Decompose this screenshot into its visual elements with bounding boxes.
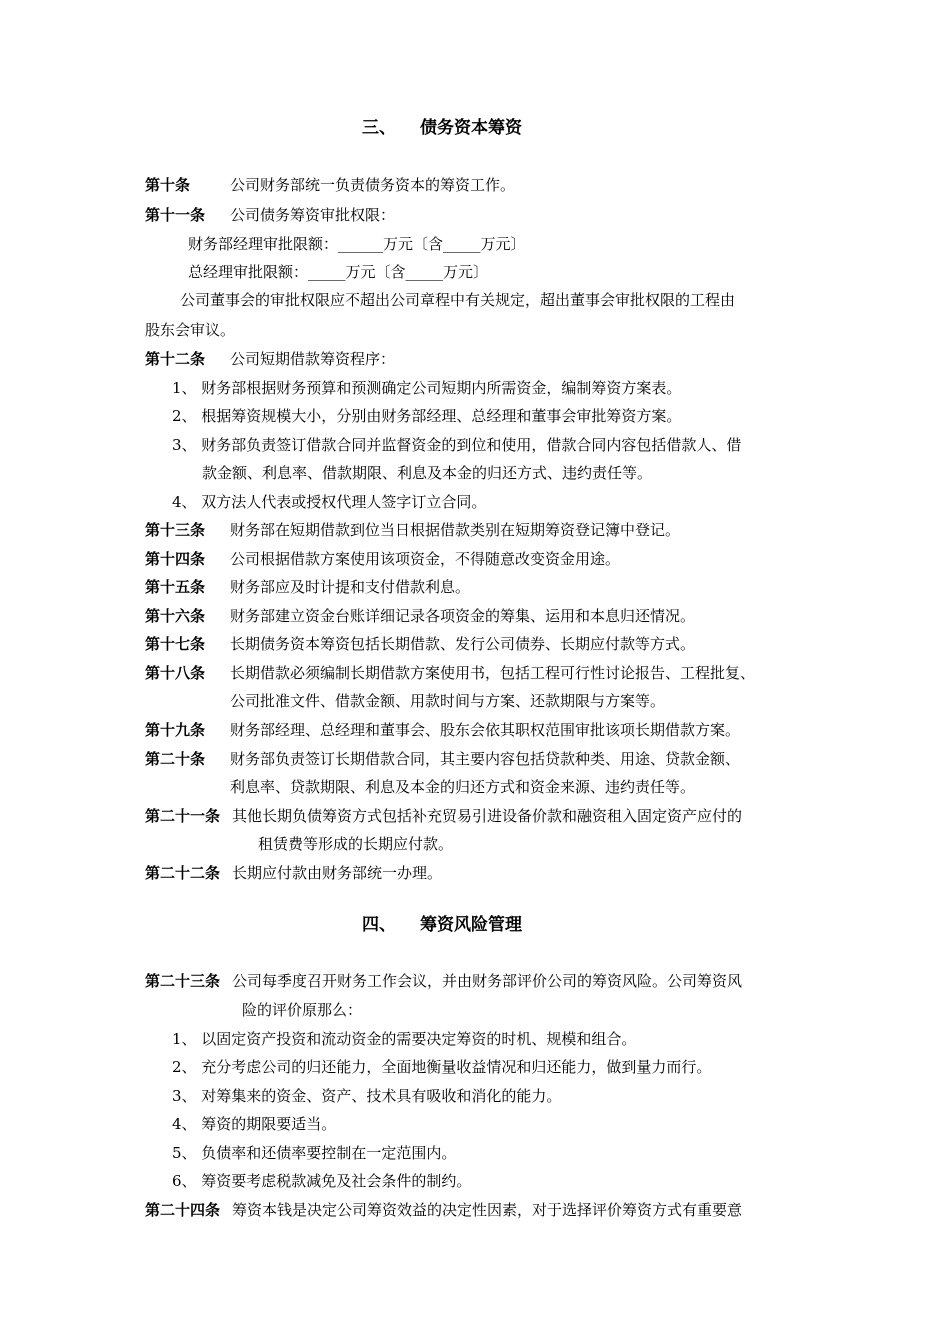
article-text: 财务部建立资金台账详细记录各项资金的筹集、运用和本息归还情况。 xyxy=(230,607,696,625)
list-item-text: 6、 筹资要考虑税款减免及社会条件的制约。 xyxy=(172,1172,472,1190)
article-text: 公司批准文件、借款金额、用款时间与方案、还款期限与方案等。 xyxy=(230,692,666,710)
article-text: 财务部负责签订长期借款合同，其主要内容包括贷款种类、用途、贷款金额、 xyxy=(230,750,741,768)
article-label: 第二十条 xyxy=(145,750,206,768)
article-text: 公司每季度召开财务工作会议，并由财务部评价公司的筹资风险。公司筹资风 xyxy=(232,972,743,990)
article-text: 利息率、贷款期限、利息及本金的归还方式和资金来源、违约责任等。 xyxy=(230,778,696,796)
article-label: 第二十三条 xyxy=(145,972,221,990)
section-title: 筹资风险管理 xyxy=(420,915,522,935)
article-text: 租赁费等形成的长期应付款。 xyxy=(258,835,454,853)
limit-text: 财务部经理审批限额：______万元〔含_____万元〕 xyxy=(188,235,526,253)
article-label: 第十六条 xyxy=(145,607,206,625)
list-item-text: 1、 以固定资产投资和流动资金的需要决定筹资的时机、规模和组合。 xyxy=(172,1030,637,1048)
article-label: 第十九条 xyxy=(145,721,206,739)
list-item-text: 2、 充分考虑公司的归还能力，全面地衡量收益情况和归还能力，做到量力而行。 xyxy=(172,1058,712,1076)
article-label: 第二十二条 xyxy=(145,864,221,882)
section-heading-3 xyxy=(362,117,522,139)
article-label: 第十一条 xyxy=(145,206,206,224)
section-title: 债务资本筹资 xyxy=(420,118,522,138)
article-label: 第十二条 xyxy=(145,350,206,368)
article-label: 第二十一条 xyxy=(145,807,221,825)
paragraph-text: 股东会审议。 xyxy=(145,321,236,339)
article-label: 第十四条 xyxy=(145,550,206,568)
article-text: 长期应付款由财务部统一办理。 xyxy=(232,864,443,882)
list-item-text: 4、 筹资的期限要适当。 xyxy=(172,1115,337,1133)
list-item-text: 1、 财务部根据财务预算和预测确定公司短期内所需资金，编制筹资方案表。 xyxy=(172,379,682,397)
list-item-text: 款金额、利息率、借款期限、利息及本金的归还方式、违约责任等。 xyxy=(202,464,653,482)
paragraph-text: 公司董事会的审批权限应不超出公司章程中有关规定，超出董事会审批权限的工程由 xyxy=(180,291,736,309)
article-label: 第十三条 xyxy=(145,521,206,539)
article-text: 长期借款必须编制长期借款方案使用书，包括工程可行性讨论报告、工程批复、 xyxy=(230,664,756,682)
list-item-text: 5、 负债率和还债率要控制在一定范围内。 xyxy=(172,1144,457,1162)
section-number: 四、 xyxy=(362,915,396,935)
article-text: 财务部经理、总经理和董事会、股东会依其职权范围审批该项长期借款方案。 xyxy=(230,721,741,739)
article-label: 第十五条 xyxy=(145,578,206,596)
article-text: 筹资本钱是决定公司筹资效益的决定性因素，对于选择评价筹资方式有重要意 xyxy=(232,1201,743,1219)
article-label: 第十八条 xyxy=(145,664,206,682)
list-item-text: 3、 财务部负责签订借款合同并监督资金的到位和使用，借款合同内容包括借款人、借 xyxy=(172,436,742,454)
list-item-text: 2、 根据筹资规模大小，分别由财务部经理、总经理和董事会审批筹资方案。 xyxy=(172,407,682,425)
article-text: 长期债务资本筹资包括长期借款、发行公司债券、长期应付款等方式。 xyxy=(230,635,696,653)
limit-text: 总经理审批限额：_____万元〔含_____万元〕 xyxy=(188,263,489,281)
article-text: 险的评价原那么： xyxy=(242,1001,363,1019)
article-label: 第二十四条 xyxy=(145,1201,221,1219)
section-heading-4 xyxy=(362,914,522,936)
article-text: 公司财务部统一负责债务资本的筹资工作。 xyxy=(230,176,516,194)
article-label: 第十条 xyxy=(145,176,191,194)
article-label: 第十七条 xyxy=(145,635,206,653)
article-text: 财务部在短期借款到位当日根据借款类别在短期筹资登记簿中登记。 xyxy=(230,521,681,539)
section-number: 三、 xyxy=(362,118,396,138)
article-text: 公司根据借款方案使用该项资金，不得随意改变资金用途。 xyxy=(230,550,621,568)
list-item-text: 3、 对筹集来的资金、资产、技术具有吸收和消化的能力。 xyxy=(172,1087,562,1105)
list-item-text: 4、 双方法人代表或授权代理人签字订立合同。 xyxy=(172,493,487,511)
article-text: 公司债务筹资审批权限： xyxy=(230,206,396,224)
article-text: 公司短期借款筹资程序： xyxy=(230,350,396,368)
article-text: 其他长期负债筹资方式包括补充贸易引进设备价款和融资租入固定资产应付的 xyxy=(232,807,743,825)
article-text: 财务部应及时计提和支付借款利息。 xyxy=(230,578,471,596)
